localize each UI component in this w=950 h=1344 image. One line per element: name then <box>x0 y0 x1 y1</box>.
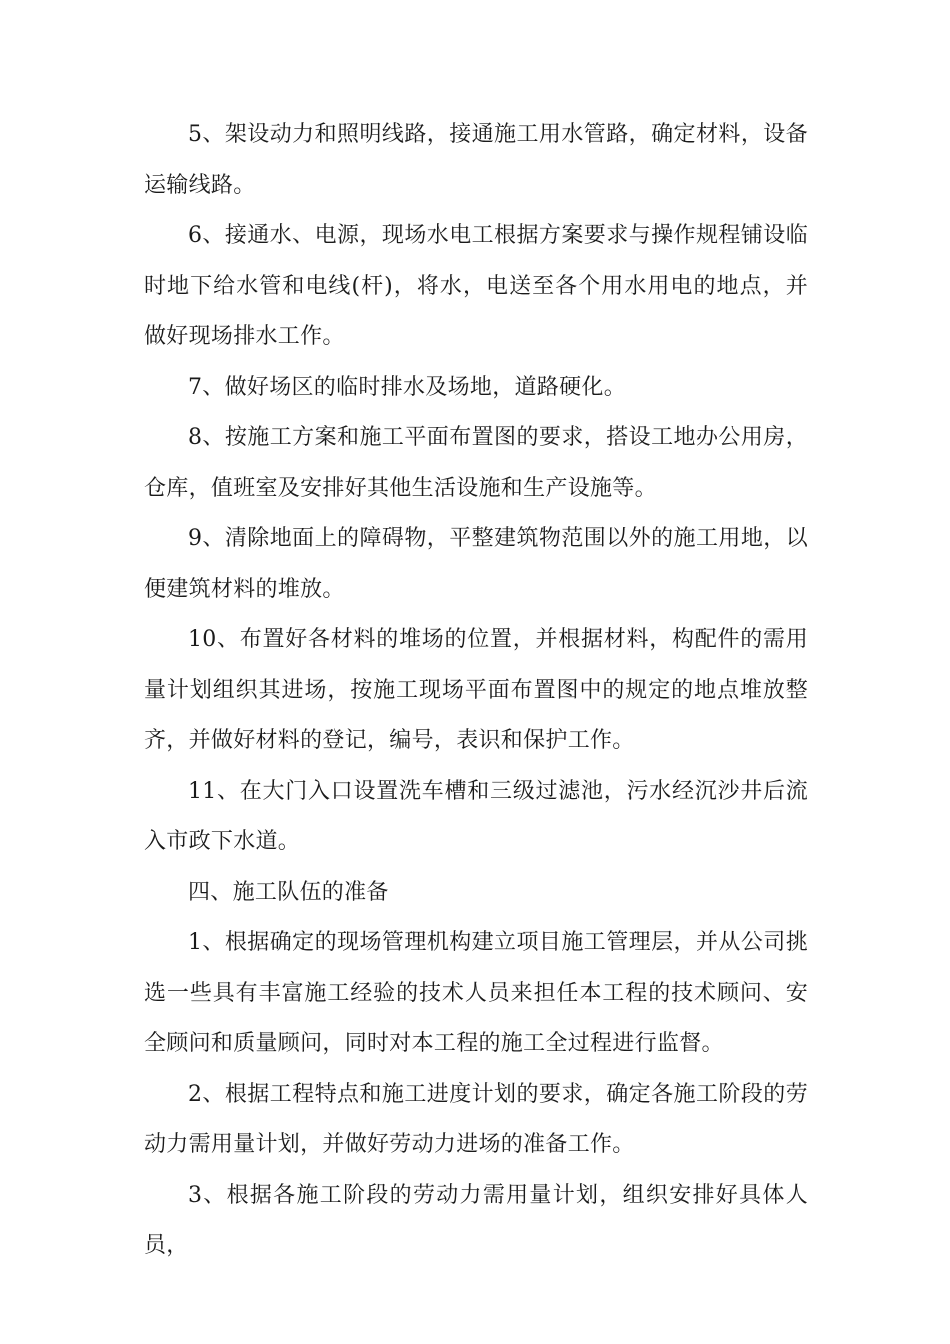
paragraph-item-10: 10、布置好各材料的堆场的位置，并根据材料，构配件的需用量计划组织其进场，按施工现场平面布置图中的规定的地点堆放整齐，并做好材料的登记，编号，表识和保护工作。 <box>144 627 808 753</box>
paragraph-item-11: 11、在大门入口设置洗车槽和三级过滤池，污水经沉沙井后流入市政下水道。 <box>144 778 808 854</box>
paragraph-item-6: 6、接通水、电源，现场水电工根据方案要求与操作规程铺设临时地下给水管和电线(杆)，将水，电送至各个用水用电的地点，并做好现场排水工作。 <box>144 223 808 349</box>
paragraph-item-8: 8、按施工方案和施工平面布置图的要求，搭设工地办公用房，仓库，值班室及安排好其他生活设施和生产设施等。 <box>144 425 808 501</box>
paragraph-item-5: 5、架设动力和照明线路，接通施工用水管路，确定材料，设备运输线路。 <box>144 122 808 198</box>
paragraph-item-1: 1、根据确定的现场管理机构建立项目施工管理层，并从公司挑选一些具有丰富施工经验的技术人员来担任本工程的技术顾问、安全顾问和质量顾问，同时对本工程的施工全过程进行监督。 <box>144 930 808 1056</box>
paragraph-item-9: 9、清除地面上的障碍物，平整建筑物范围以外的施工用地，以便建筑材料的堆放。 <box>144 526 808 602</box>
paragraph-item-7: 7、做好场区的临时排水及场地，道路硬化。 <box>188 374 626 400</box>
paragraph-item-3: 3、根据各施工阶段的劳动力需用量计划，组织安排好具体人员， <box>144 1182 808 1258</box>
paragraph-item-2: 2、根据工程特点和施工进度计划的要求，确定各施工阶段的劳动力需用量计划，并做好劳动力进场的准备工作。 <box>144 1081 808 1157</box>
document-body <box>144 110 808 1272</box>
section-heading: 四、施工队伍的准备 <box>188 879 389 905</box>
